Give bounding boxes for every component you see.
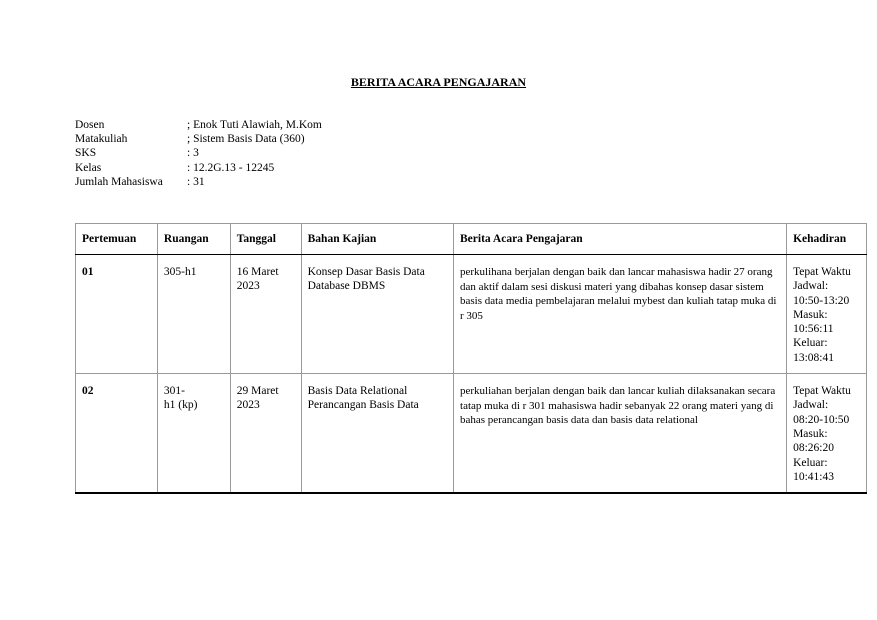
table-row (76, 374, 867, 494)
info-label: Dosen (75, 119, 105, 131)
info-label: Jumlah Mahasiswa (75, 175, 163, 188)
info-value: : 31 (187, 175, 205, 188)
header-bahan-kajian: Bahan Kajian (301, 224, 453, 255)
teaching-record-table (75, 223, 867, 494)
kehadiran-line: Jadwal: (793, 280, 829, 293)
bahan-line: Perancangan Basis Data (307, 399, 419, 412)
info-label: Kelas (75, 161, 102, 174)
cell-ruangan (157, 374, 230, 494)
header-tanggal: Tanggal (230, 224, 301, 255)
cell-pertemuan: 02 (76, 374, 158, 494)
course-info (75, 118, 322, 189)
table-header-row (76, 224, 867, 255)
kehadiran-line: Masuk: (793, 308, 828, 321)
kehadiran-line: 10:41:43 (793, 470, 834, 483)
tanggal-line: 2023 (236, 280, 260, 293)
info-label: Matakuliah (75, 133, 128, 146)
kehadiran-line: Tepat Waktu (793, 266, 851, 278)
tanggal-line: 2023 (236, 399, 260, 412)
page-title: BERITA ACARA PENGAJARAN (350, 75, 527, 89)
info-value: ; Enok Tuti Alawiah, M.Kom (187, 119, 322, 131)
cell-kehadiran (787, 255, 867, 374)
info-row-matakuliah (75, 132, 322, 146)
kehadiran-line: 08:20-10:50 (793, 413, 850, 426)
info-row-dosen (75, 118, 322, 132)
cell-berita-acara: perkuliahan berjalan dengan baik dan lancar kuliah dilaksanakan secara tatap muka di r 301 mahasiswa hadir sebanyak 22 orang materi yang di bahas perancangan basis data dan basis data relational (454, 374, 787, 494)
info-row-kelas (75, 161, 322, 175)
bahan-line: Konsep Dasar Basis Data (307, 266, 425, 278)
header-ruangan: Ruangan (157, 224, 230, 255)
header-kehadiran: Kehadiran (787, 224, 867, 255)
kehadiran-line: 13:08:41 (793, 351, 834, 364)
cell-kehadiran (787, 374, 867, 494)
kehadiran-line: 10:50-13:20 (793, 294, 850, 307)
header-pertemuan: Pertemuan (76, 224, 158, 255)
table-row (76, 255, 867, 374)
cell-tanggal (230, 255, 301, 374)
ruangan-line: 301- (163, 385, 185, 398)
kehadiran-line: Tepat Waktu (793, 385, 851, 398)
bahan-line: Database DBMS (307, 280, 386, 293)
cell-berita-acara: perkulihana berjalan dengan baik dan lancar mahasiswa hadir 27 orang dan aktif dalam sesi diskusi materi yang dibahas konsep dasar sistem basis data media pembelajaran melalui mybest dan kuliah tatap muka di r 305 (454, 255, 787, 374)
header-berita-acara: Berita Acara Pengajaran (454, 224, 787, 255)
tanggal-line: 16 Maret (236, 266, 279, 278)
bahan-line: Basis Data Relational (307, 385, 408, 398)
cell-tanggal (230, 374, 301, 494)
ruangan-line: h1 (kp) (163, 399, 198, 412)
cell-ruangan: 305-h1 (157, 255, 230, 374)
kehadiran-line: Keluar: (793, 456, 828, 469)
info-label: SKS (75, 147, 97, 160)
kehadiran-line: 10:56:11 (793, 323, 834, 336)
info-value: : 12.2G.13 - 12245 (187, 161, 275, 174)
tanggal-line: 29 Maret (236, 385, 279, 398)
info-value: : 3 (187, 147, 199, 160)
kehadiran-line: 08:26:20 (793, 442, 834, 455)
kehadiran-line: Keluar: (793, 337, 828, 350)
cell-pertemuan: 01 (76, 255, 158, 374)
info-row-jumlah-mahasiswa (75, 175, 322, 189)
info-value: ; Sistem Basis Data (360) (187, 133, 305, 146)
cell-bahan-kajian (301, 255, 453, 374)
cell-bahan-kajian (301, 374, 453, 494)
info-row-sks (75, 146, 322, 160)
kehadiran-line: Jadwal: (793, 399, 829, 412)
kehadiran-line: Masuk: (793, 427, 828, 440)
